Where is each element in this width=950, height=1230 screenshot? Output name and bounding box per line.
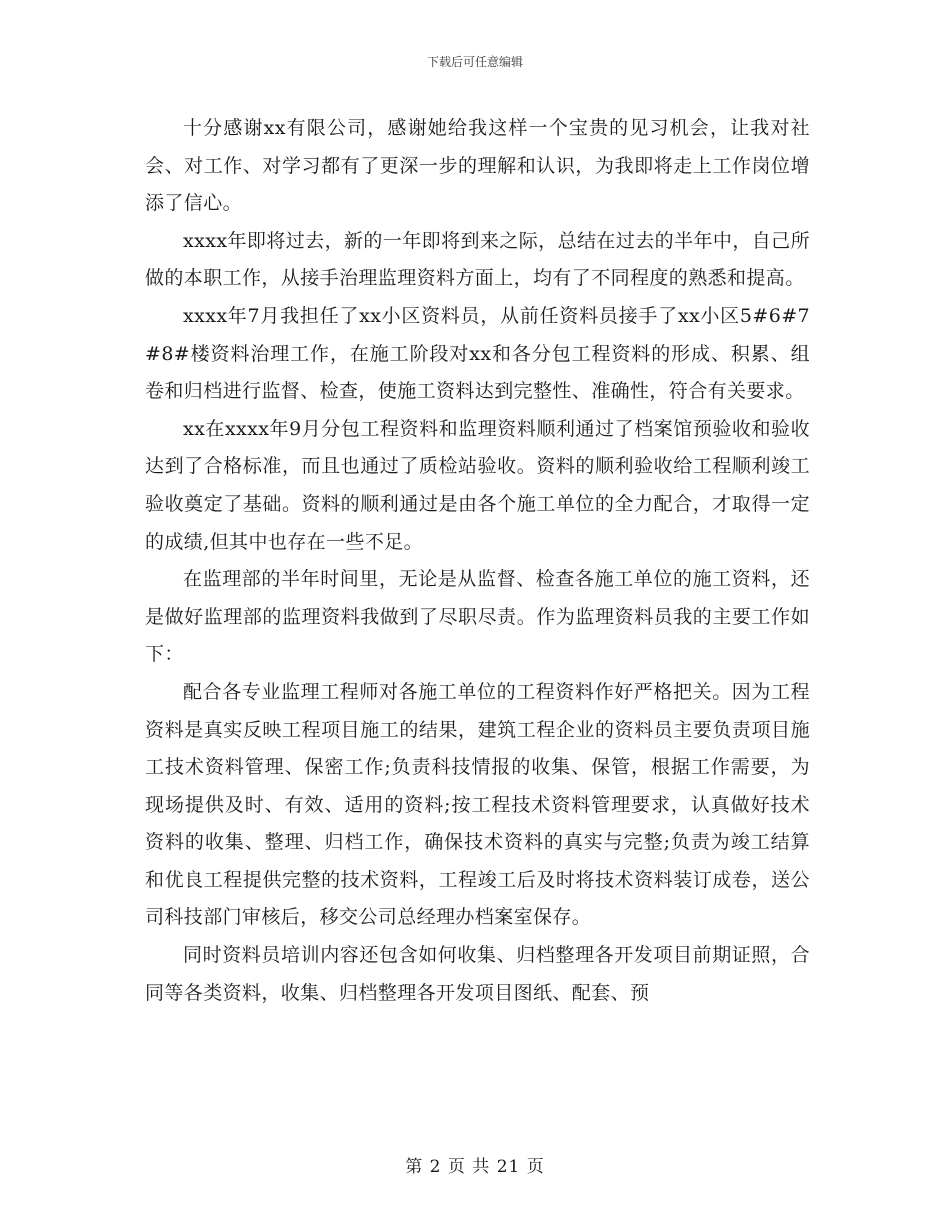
page-header: 下载后可任意编辑: [426, 55, 523, 69]
paragraph-4: xx在xxxx年9月分包工程资料和监理资料顺利通过了档案馆预验收和验收达到了合格标准，而且也通过了质检站验收。资料的顺利验收给工程顺利竣工验收奠定了基础。资料的顺利通过是由各个施工单位的全力配合，才取得一定的成绩,但其中也存在一些不足。: [145, 417, 810, 553]
page-number: 第 2 页 共 21 页: [405, 1157, 545, 1177]
paragraph-5: 在监理部的半年时间里，无论是从监督、检查各施工单位的施工资料，还是做好监理部的监理资料我做到了尽职尽责。作为监理资料员我的主要工作如下：: [145, 568, 810, 666]
paragraph-3: xxxx年7月我担任了xx小区资料员，从前任资料员接手了xx小区5#6#7#8#楼资料治理工作，在施工阶段对xx和各分包工程资料的形成、积累、组卷和归档进行监督、检查，使施工资料达到完整性、准确性，符合有关要求。: [145, 304, 810, 403]
paragraph-1: 十分感谢xx有限公司，感谢她给我这样一个宝贵的见习机会，让我对社会、对工作、对学习都有了更深一步的理解和认识，为我即将走上工作岗位增添了信心。: [145, 117, 810, 215]
document-body: [145, 110, 810, 1012]
paragraph-2: xxxx年即将过去，新的一年即将到来之际，总结在过去的半年中，自己所做的本职工作，从接手治理监理资料方面上，均有了不同程度的熟悉和提高。: [145, 229, 810, 290]
paragraph-7: 同时资料员培训内容还包含如何收集、归档整理各开发项目前期证照，合同等各类资料，收集、归档整理各开发项目图纸、配套、预: [145, 944, 810, 1004]
paragraph-6: 配合各专业监理工程师对各施工单位的工程资料作好严格把关。因为工程资料是真实反映工程项目施工的结果，建筑工程企业的资料员主要负责项目施工技术资料管理、保密工作;负责科技情报的收集、保管，根据工作需要，为现场提供及时、有效、适用的资料;按工程技术资料管理要求，认真做好技术资料的收集、整理、归档工作，确保技术资料的真实与完整;负责为竣工结算和优良工程提供完整的技术资料，工程竣工后及时将技术资料装订成卷，送公司科技部门审核后，移交公司总经理办档案室保存。: [145, 680, 810, 929]
